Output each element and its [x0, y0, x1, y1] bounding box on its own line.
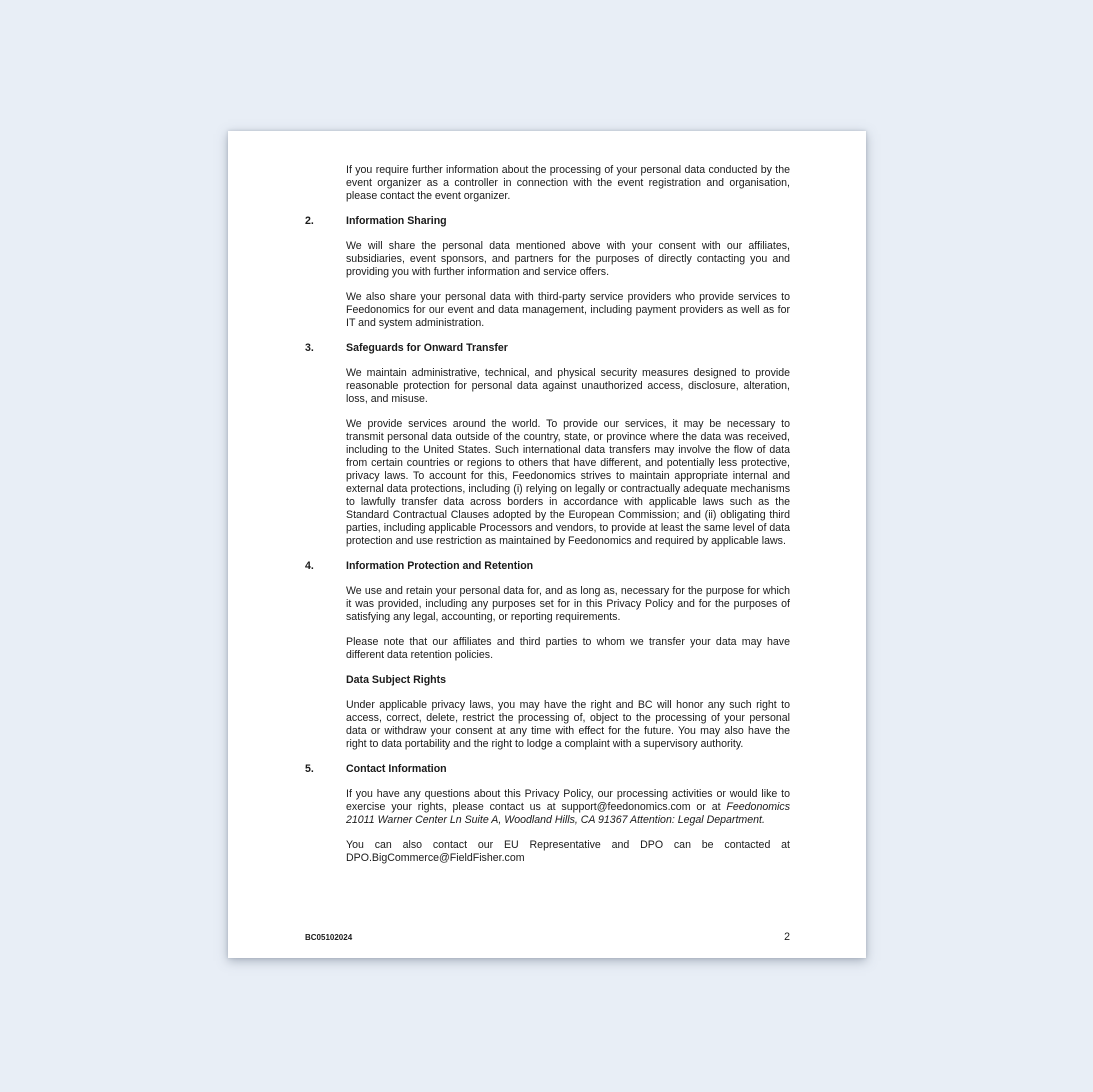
section-title: Information Sharing	[346, 215, 447, 227]
contact-address-italic: Feedonomics 21011 Warner Center Ln Suite A, Woodland Hills, CA 91367 Attention: Legal Department.	[346, 801, 790, 826]
document-id: BC05102024	[305, 933, 353, 942]
document-page	[228, 131, 866, 958]
section-data-subject-rights	[305, 674, 790, 763]
section-paragraph: Please note that our affiliates and third parties to whom we transfer your data may have different data retention policies.	[346, 636, 790, 661]
section-paragraph: We provide services around the world. To provide our services, it may be necessary to transmit personal data outside of the country, state, or province where the data was received, including to the United States. Such international data transfers may involve the flow of data from certain countries or regions to others that have different, and potentially less protective, privacy laws. To account for this, Feedonomics strives to maintain appropriate internal and external data protections, including (i) relying on legally or contractually adequate mechanisms to lawfully transfer data across borders in accordance with applicable laws such as the Standard Contractual Clauses adopted by the European Commission; and (ii) obligating third parties, including applicable Processors and vendors, to provide at least the same level of data protection and use restriction as maintained by Feedonomics and required by applicable laws.	[346, 418, 790, 547]
section-number: 5.	[305, 763, 314, 775]
section-number: 2.	[305, 215, 314, 227]
section-number: 3.	[305, 342, 314, 354]
section-paragraph: We also share your personal data with third-party service providers who provide services to Feedonomics for our event and data management, including payment providers as well as for IT and system administration.	[346, 291, 790, 329]
section-title: Information Protection and Retention	[346, 560, 534, 572]
section-paragraph: We maintain administrative, technical, and physical security measures designed to provide reasonable protection for personal data against unauthorized access, disclosure, alteration, loss, and misuse.	[346, 367, 790, 405]
page-number: 2	[784, 931, 790, 943]
section-paragraph: Under applicable privacy laws, you may have the right and BC will honor any such right to access, correct, delete, restrict the processing of, object to the processing of your personal data or withdraw your consent at any time with effect for the future. You may also have the right to data portability and the right to lodge a complaint with a supervisory authority.	[346, 699, 790, 750]
intro-paragraph: If you require further information about the processing of your personal data conducted by the event organizer as a controller in connection with the event registration and organisation, please contact the event organizer.	[346, 164, 790, 202]
section-information-protection-retention	[305, 560, 790, 674]
section-title: Contact Information	[346, 763, 447, 775]
section-safeguards-onward-transfer	[305, 342, 790, 560]
page-footer	[305, 931, 790, 943]
section-paragraph: We will share the personal data mentioned above with your consent with our affiliates, subsidiaries, event sponsors, and partners for the purposes of directly contacting you and providing you with further information and service offers.	[346, 240, 790, 278]
contact-paragraph: You can also contact our EU Representative and DPO can be contacted at DPO.BigCommerce@FieldFisher.com	[346, 839, 790, 864]
page-content	[228, 131, 866, 877]
contact-paragraph-text: If you have any questions about this Privacy Policy, our processing activities or would like to exercise your rights, please contact us at support@feedonomics.com or at	[346, 788, 790, 813]
section-information-sharing	[305, 215, 790, 342]
section-title: Data Subject Rights	[346, 674, 447, 686]
section-contact-information	[305, 763, 790, 877]
section-number: 4.	[305, 560, 314, 572]
intro-block	[305, 164, 790, 215]
section-paragraph: We use and retain your personal data for, and as long as, necessary for the purpose for which it was provided, including any purposes set for in this Privacy Policy and for the purposes of satisfying any legal, accounting, or reporting requirements.	[346, 585, 790, 623]
section-title: Safeguards for Onward Transfer	[346, 342, 508, 354]
contact-paragraph	[346, 788, 790, 827]
